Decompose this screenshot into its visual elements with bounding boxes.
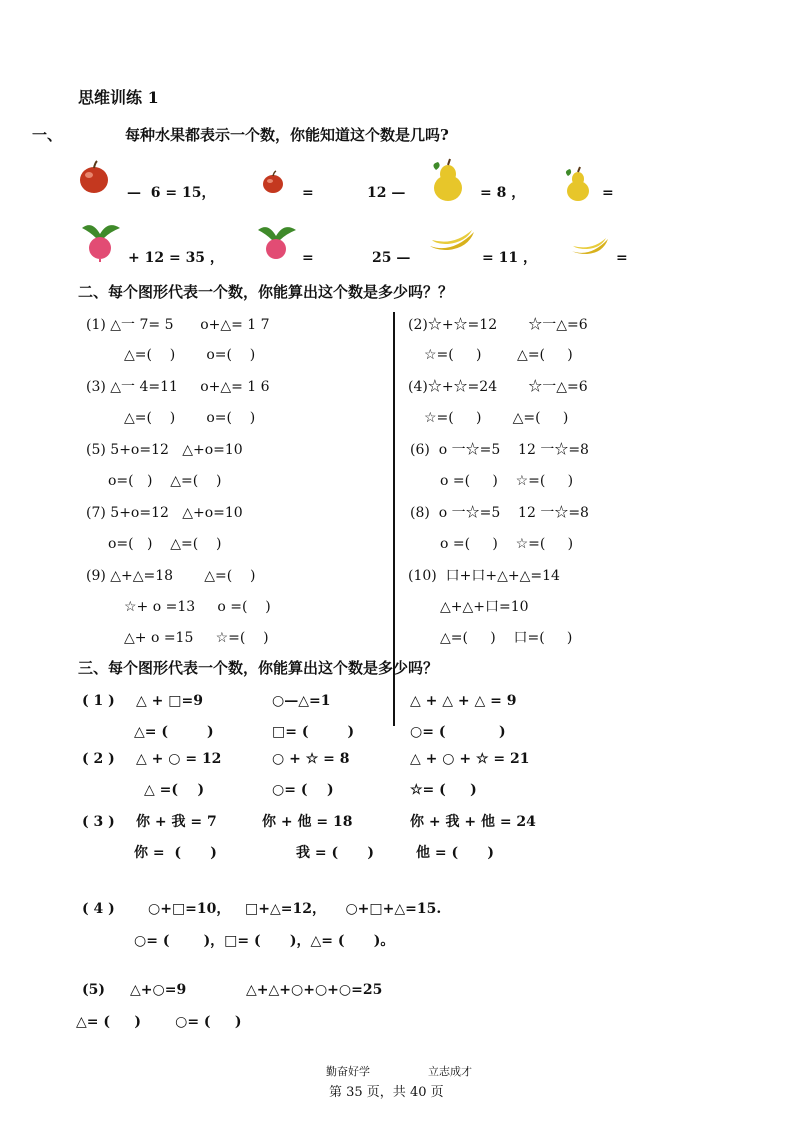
problem-3-answers: △=( ) o=( ) — [124, 410, 256, 426]
s3-problem-4-answers: ○= ( )，□= ( )，△= ( )。 — [134, 933, 395, 949]
problem-5-answers: o=( ) △=( ) — [108, 473, 222, 489]
s3-problem-2-ans3: ☆= ( ) — [410, 782, 477, 798]
s3-problem-1-eq1: △ + □=9 — [136, 693, 203, 709]
fruit-eq-1d: = 8 ， — [480, 185, 526, 201]
fruit-eq-1c: 12 — — [367, 185, 406, 201]
radish-icon — [254, 220, 300, 262]
problem-8-answers: o =( ) ☆=( ) — [440, 536, 574, 552]
s3-problem-2-eq2: ○ + ☆ = 8 — [272, 751, 350, 767]
problem-1-answers: △=( ) o=( ) — [124, 347, 256, 363]
problem-8-equations: (8) o 一☆=5 12 一☆=8 — [410, 505, 589, 521]
problem-7-equations: (7) 5+o=12 △+o=10 — [86, 505, 243, 521]
s3-problem-1-eq2: ○—△=1 — [272, 693, 331, 709]
footer-motto-left: 勤奋好学 — [326, 1065, 370, 1078]
s3-problem-1-ans3: ○= ( ) — [410, 724, 506, 740]
fruit-eq-1e: = — [602, 185, 614, 201]
fruit-eq-2d: = 11 ， — [482, 250, 537, 266]
s3-problem-2-ans2: ○= ( ) — [272, 782, 334, 798]
radish-icon — [78, 218, 124, 262]
problem-9-line3: △+ o =15 ☆=( ) — [124, 630, 269, 646]
fruit-eq-2e: = — [616, 250, 628, 266]
problem-2-answers: ☆=( ) △=( ) — [424, 347, 573, 363]
problem-10-line1: (10) 口+口+△+△=14 — [408, 568, 560, 584]
problem-9-line1: (9) △+△=18 △=( ) — [86, 568, 256, 584]
problem-4-equations: (4)☆+☆=24 ☆一△=6 — [408, 379, 588, 395]
problem-1-equations: (1) △一 7= 5 o+△= 1 7 — [86, 317, 270, 333]
s3-problem-2-eq1: △ + ○ = 12 — [136, 751, 222, 767]
s3-problem-2-label: ( 2 ) — [82, 751, 115, 767]
problem-10-line3: △=( ) 口=( ) — [440, 630, 573, 646]
problem-6-equations: (6) o 一☆=5 12 一☆=8 — [410, 442, 589, 458]
page-number: 第 35 页，共 40 页 — [329, 1085, 444, 1100]
pear-icon — [562, 166, 592, 202]
s3-problem-1-ans1: △= ( ) — [134, 724, 214, 740]
problem-9-line2: ☆+ o =13 o =( ) — [124, 599, 271, 615]
apple-icon — [262, 170, 284, 194]
s3-problem-1-eq3: △ + △ + △ = 9 — [410, 693, 517, 709]
fruit-eq-1a: — 6 = 15， — [127, 185, 216, 201]
problem-4-answers: ☆=( ) △=( ) — [424, 410, 569, 426]
s3-problem-3-ans3: 他 = ( ) — [416, 845, 494, 861]
section3-heading: 三、每个图形代表一个数，你能算出这个数是多少吗？ — [78, 659, 439, 677]
s3-problem-3-eq2: 你 + 他 = 18 — [262, 814, 353, 830]
s3-problem-3-label: ( 3 ) — [82, 814, 115, 830]
s3-problem-4-equations: ○+□=10， □+△=12， ○+□+△=15. — [148, 901, 442, 917]
problem-2-equations: (2)☆+☆=12 ☆一△=6 — [408, 317, 588, 333]
s3-problem-5-answers: △= ( ) ○= ( ) — [76, 1014, 242, 1030]
s3-problem-3-ans2: 我 = ( ) — [296, 845, 374, 861]
s3-problem-5-label: (5) — [82, 982, 105, 998]
s3-problem-5-eq2: △+△+○+○+○=25 — [246, 982, 383, 998]
problem-10-line2: △+△+口=10 — [440, 599, 529, 615]
s3-problem-3-eq1: 你 + 我 = 7 — [136, 814, 217, 830]
section1-number: 一、 — [32, 126, 63, 144]
problem-5-equations: (5) 5+o=12 △+o=10 — [86, 442, 243, 458]
problem-3-equations: (3) △一 4=11 o+△= 1 6 — [86, 379, 270, 395]
s3-problem-2-ans1: △ =( ) — [144, 782, 205, 798]
banana-icon — [570, 236, 610, 258]
problem-7-answers: o=( ) △=( ) — [108, 536, 222, 552]
s3-problem-5-eq1: △+○=9 — [130, 982, 187, 998]
banana-icon — [428, 228, 476, 254]
fruit-eq-2b: = — [302, 250, 314, 266]
footer-motto-right: 立志成才 — [428, 1065, 472, 1078]
fruit-eq-1b: = — [302, 185, 314, 201]
s3-problem-3-eq3: 你 + 我 + 他 = 24 — [410, 814, 536, 830]
pear-icon — [428, 158, 464, 202]
fruit-eq-2c: 25 — — [372, 250, 411, 266]
s3-problem-1-ans2: □= ( ) — [272, 724, 355, 740]
s3-problem-2-eq3: △ + ○ + ☆ = 21 — [410, 751, 530, 767]
problem-6-answers: o =( ) ☆=( ) — [440, 473, 574, 489]
fruit-eq-2a: + 12 = 35 ， — [128, 250, 224, 266]
s3-problem-4-label: ( 4 ) — [82, 901, 115, 917]
s3-problem-1-label: ( 1 ) — [82, 693, 115, 709]
s3-problem-3-ans1: 你 = ( ) — [134, 845, 217, 861]
apple-icon — [78, 160, 110, 194]
section2-heading: 二、每个图形代表一个数，你能算出这个数是多少吗？？ — [78, 283, 454, 301]
section1-prompt: 每种水果都表示一个数，你能知道这个数是几吗? — [125, 126, 449, 144]
page-title: 思维训练 1 — [78, 88, 159, 107]
